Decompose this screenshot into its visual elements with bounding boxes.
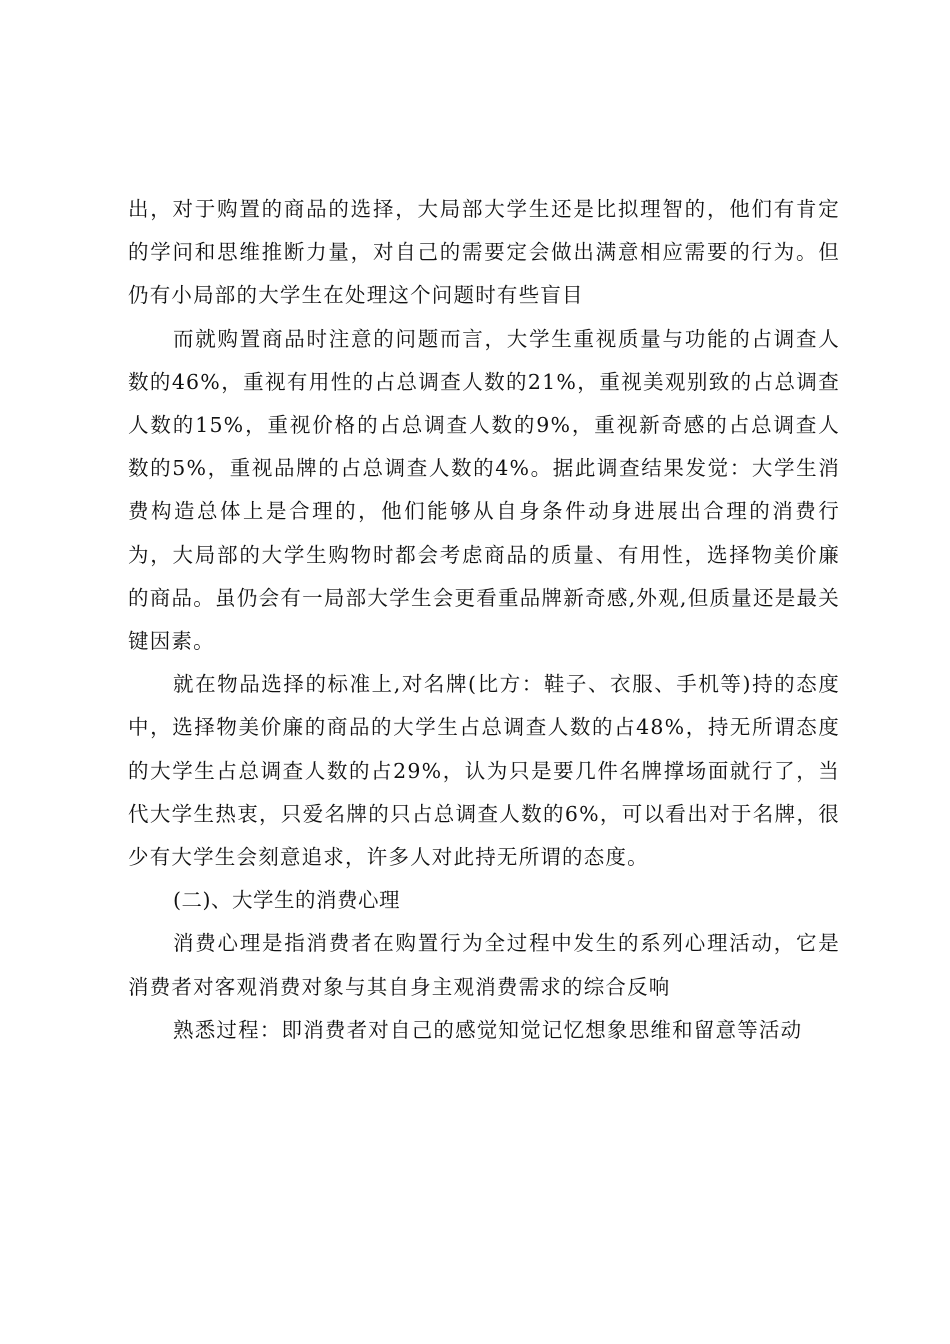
paragraph-cognitive-process: 熟悉过程：即消费者对自己的感觉知觉记忆想象思维和留意等活动 xyxy=(173,1017,803,1042)
section-heading: (二)、大学生的消费心理 xyxy=(173,888,400,913)
paragraph-consumer-psychology-definition: 消费心理是指消费者在购置行为全过程中发生的系列心理活动，它是消费者对客观消费对象与其自身主观消费需求的综合反响 xyxy=(128,931,840,999)
document-body xyxy=(128,188,840,1052)
paragraph-continued-conclusion: 出，对于购置的商品的选择，大局部大学生还是比拟理智的，他们有肯定的学问和思维推断力量，对自己的需要定会做出满意相应需要的行为。但仍有小局部的大学生在处理这个问题时有些盲目 xyxy=(128,197,840,308)
paragraph-brand-attitude: 就在物品选择的标准上,对名牌(比方：鞋子、衣服、手机等)持的态度中，选择物美价廉的商品的大学生占总调查人数的占48%，持无所谓态度的大学生占总调查人数的占29%，认为只是要几件名牌撑场面就行了，当代大学生热衷，只爱名牌的只占总调查人数的6%，可以看出对于名牌，很少有大学生会刻意追求，许多人对此持无所谓的态度。 xyxy=(128,672,840,870)
paragraph-purchase-concerns: 而就购置商品时注意的问题而言，大学生重视质量与功能的占调查人数的46%，重视有用性的占总调查人数的21%，重视美观别致的占总调查人数的15%，重视价格的占总调查人数的9%，重视新奇感的占总调查人数的5%，重视品牌的占总调查人数的4%。据此调查结果发觉：大学生消费构造总体上是合理的，他们能够从自身条件动身进展出合理的消费行为，大局部的大学生购物时都会考虑商品的质量、有用性，选择物美价廉的商品。虽仍会有一局部大学生会更看重品牌新奇感,外观,但质量还是最关键因素。 xyxy=(128,326,840,654)
